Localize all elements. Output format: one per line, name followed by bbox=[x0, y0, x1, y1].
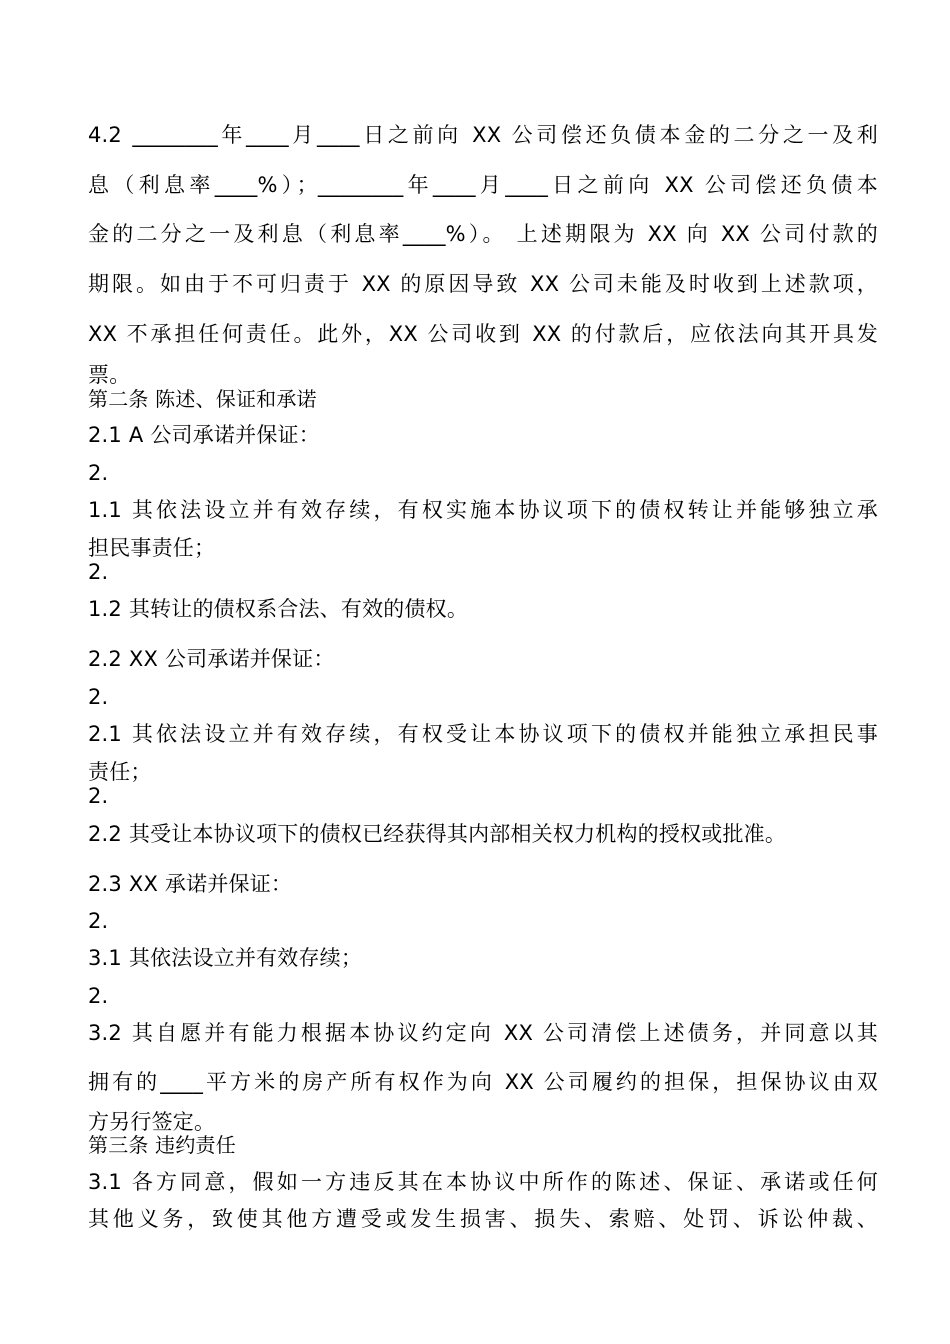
text-line: 期限。如由于不可归责于 XX 的原因导致 XX 公司未能及时收到上述款项， bbox=[88, 272, 878, 296]
text-line: 2. bbox=[88, 909, 109, 933]
text-line: 2. bbox=[88, 560, 109, 584]
text-line: 2. bbox=[88, 984, 109, 1008]
section-heading: 第三条 违约责任 bbox=[88, 1133, 236, 1157]
text-line: 担民事责任； bbox=[88, 536, 216, 560]
text-line: 2.2 其受让本协议项下的债权已经获得其内部相关权力机构的授权或批准。 bbox=[88, 822, 787, 846]
text-line: 2.2 XX 公司承诺并保证： bbox=[88, 647, 335, 671]
text-line: 1.1 其依法设立并有效存续，有权实施本协议项下的债权转让并能够独立承 bbox=[88, 498, 878, 522]
text-line: 3.1 各方同意，假如一方违反其在本协议中所作的陈述、保证、承诺或任何 bbox=[88, 1170, 878, 1194]
text-line: 息（利息率____%）；________年____月____日之前向 XX 公司偿还负债本 bbox=[88, 173, 878, 197]
text-line: 2.1 A 公司承诺并保证： bbox=[88, 423, 320, 447]
text-line: 责任； bbox=[88, 760, 152, 784]
text-line: 金的二分之一及利息（利息率____%）。 上述期限为 XX 向 XX 公司付款的 bbox=[88, 222, 878, 246]
text-line: 2. bbox=[88, 461, 109, 485]
text-line: 其他义务，致使其他方遭受或发生损害、损失、索赔、处罚、诉讼仲裁、 bbox=[88, 1207, 878, 1231]
text-line: 2.1 其依法设立并有效存续，有权受让本协议项下的债权并能独立承担民事 bbox=[88, 722, 878, 746]
text-line: 方另行签定。 bbox=[88, 1110, 216, 1134]
text-line: XX 不承担任何责任。此外，XX 公司收到 XX 的付款后，应依法向其开具发 bbox=[88, 322, 878, 346]
section-heading: 第二条 陈述、保证和承诺 bbox=[88, 387, 317, 411]
text-line: 4.2 ________年____月____日之前向 XX 公司偿还负债本金的二分之一及利 bbox=[88, 123, 878, 147]
text-line: 3.2 其自愿并有能力根据本协议约定向 XX 公司清偿上述债务，并同意以其 bbox=[88, 1021, 878, 1045]
text-line: 1.2 其转让的债权系合法、有效的债权。 bbox=[88, 597, 469, 621]
text-line: 2. bbox=[88, 685, 109, 709]
text-line: 2.3 XX 承诺并保证： bbox=[88, 872, 293, 896]
text-line: 拥有的____平方米的房产所有权作为向 XX 公司履约的担保，担保协议由双 bbox=[88, 1070, 878, 1094]
text-line: 票。 bbox=[88, 363, 131, 387]
text-line: 2. bbox=[88, 784, 109, 808]
text-line: 3.1 其依法设立并有效存续； bbox=[88, 946, 363, 970]
